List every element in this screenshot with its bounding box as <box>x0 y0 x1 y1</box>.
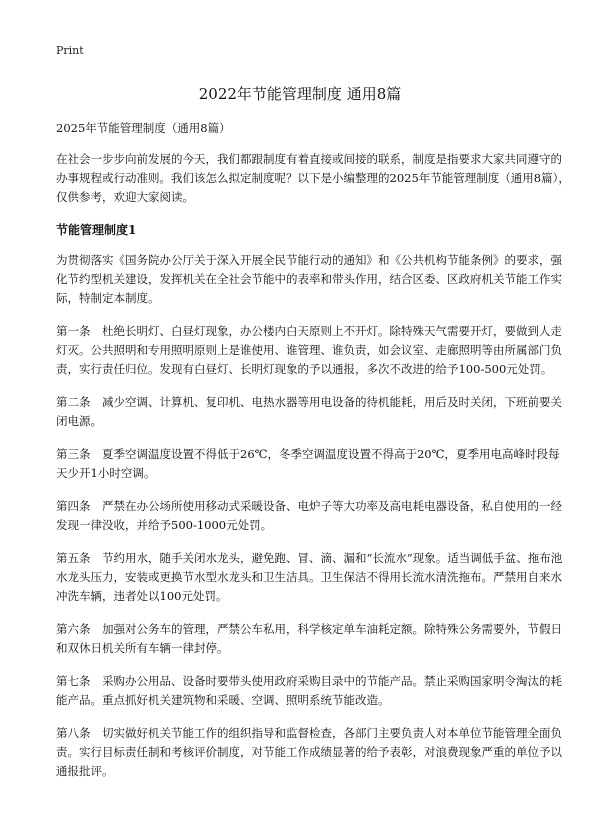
paragraph-article-3: 第三条 夏季空调温度设置不得低于26℃，冬季空调温度设置不得高于20℃，夏季用电高峰时段每天少开1小时空调。 <box>56 447 560 480</box>
section-heading: 节能管理制度1 <box>56 223 137 237</box>
intro-paragraph: 在社会一步步向前发展的今天，我们都跟制度有着直接或间接的联系，制度是指要求大家共同遵守的办事规程或行动准则。我们该怎么拟定制度呢？以下是小编整理的2025年节能管理制度（通用8篇），仅供参考，欢迎大家阅读。 <box>56 152 570 204</box>
document-body <box>56 150 570 795</box>
paragraph-preamble: 为贯彻落实《国务院办公厅关于深入开展全民节能行动的通知》和《公共机构节能条例》的要求，强化节约型机关建设，发挥机关在全社会节能中的表率和带头作用，结合区委、区政府机关节能工作实际，特制定本制度。 <box>56 253 562 305</box>
paragraph-article-5: 第五条 节约用水，随手关闭水龙头，避免跑、冒、滴、漏和“长流水”现象。适当调低手盆、拖布池水龙头压力，安装或更换节水型水龙头和卫生洁具。卫生保洁不得用长流水清洗拖布。严禁用自来水冲洗车辆，违者处以100元处罚。 <box>56 551 563 603</box>
print-link[interactable]: Print <box>56 44 84 57</box>
page-title: 2022年节能管理制度 通用8篇 <box>198 85 402 103</box>
document-subtitle: 2025年节能管理制度（通用8篇） <box>56 121 231 135</box>
paragraph-article-6: 第六条 加强对公务车的管理，严禁公车私用，科学核定单车油耗定额。除特殊公务需要外，节假日和双休日机关所有车辆一律封停。 <box>56 622 562 655</box>
paragraph-article-1: 第一条 杜绝长明灯、白昼灯现象，办公楼内白天原则上不开灯。除特殊天气需要开灯，要做到人走灯灭。公共照明和专用照明原则上是谁使用、谁管理、谁负责，如会议室、走廊照明等由所属部门负责，实行责任归位。发现有白昼灯、长明灯现象的予以通报，多次不改进的给予100-500元处罚。 <box>56 324 562 376</box>
paragraph-article-4: 第四条 严禁在办公场所使用移动式采暖设备、电炉子等大功率及高电耗电器设备，私自使用的一经发现一律没收，并给予500-1000元处罚。 <box>56 499 562 532</box>
paragraph-article-7: 第七条 采购办公用品、设备时要带头使用政府采购目录中的节能产品。禁止采购国家明令淘汰的耗能产品。重点抓好机关建筑物和采暖、空调、照明系统节能改造。 <box>56 674 562 707</box>
paragraph-article-8: 第八条 切实做好机关节能工作的组织指导和监督检查，各部门主要负责人对本单位节能管理全面负责。实行目标责任制和考核评价制度，对节能工作成绩显著的给予表彰，对浪费现象严重的单位予以通报批评。 <box>56 726 562 778</box>
paragraph-article-2: 第二条 减少空调、计算机、复印机、电热水器等用电设备的待机能耗，用后及时关闭，下班前要关闭电源。 <box>56 395 562 428</box>
